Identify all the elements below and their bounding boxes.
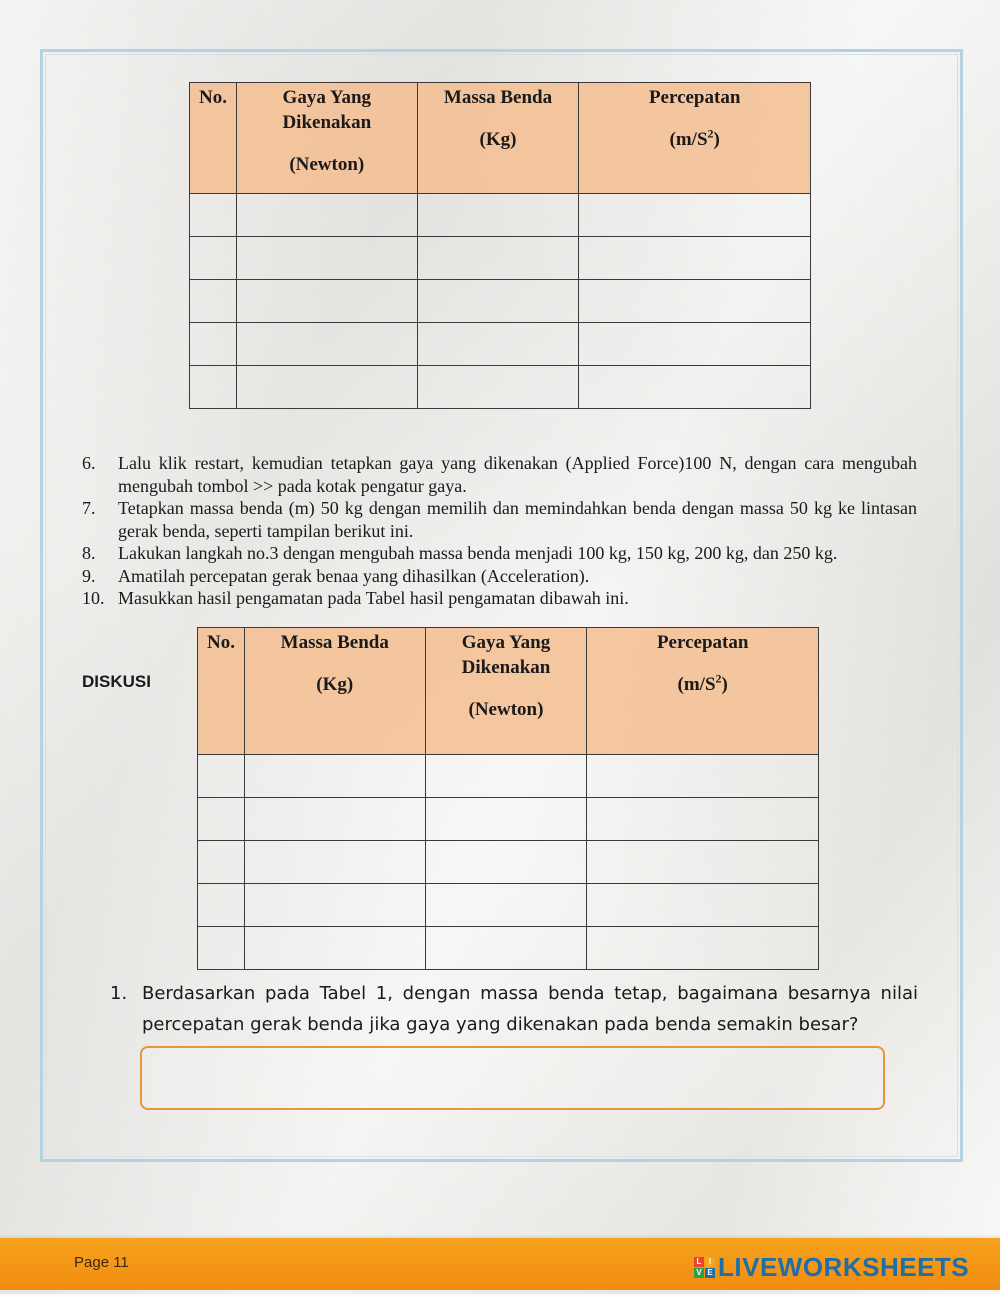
- logo-letter: V: [694, 1268, 704, 1278]
- step-item: 6. Lalu klik restart, kemudian tetapkan gaya yang dikenakan (Applied Force)100 N, dengan cara mengubah mengubah tombol >> pada kotak pengatur gaya.: [82, 453, 917, 496]
- table-cell-input[interactable]: [244, 841, 425, 884]
- header-massa: Massa Benda (Kg): [244, 628, 425, 755]
- table-cell-input[interactable]: [198, 755, 245, 798]
- table-row: [198, 927, 819, 970]
- table-cell-input[interactable]: [425, 884, 587, 927]
- table-cell-input[interactable]: [579, 366, 811, 409]
- table-cell-input[interactable]: [425, 927, 587, 970]
- table-row: [190, 280, 811, 323]
- step-item: 7. Tetapkan massa benda (m) 50 kg dengan memilih dan memindahkan benda dengan massa 50 kg ke lintasan gerak benda, seperti tampilan berikut ini.: [82, 498, 917, 541]
- header-no: No.: [190, 83, 237, 194]
- table-cell-input[interactable]: [417, 366, 579, 409]
- observation-table-2: [197, 627, 819, 970]
- table-cell-input[interactable]: [417, 194, 579, 237]
- header-percepatan: Percepatan $(m/S^2)$: [587, 628, 819, 755]
- table-cell-input[interactable]: [198, 798, 245, 841]
- header-percepatan: Percepatan $(m/S^2)$: [579, 83, 811, 194]
- table-cell-input[interactable]: [198, 841, 245, 884]
- liveworksheets-logo: [694, 1252, 969, 1283]
- table-cell-input[interactable]: [198, 884, 245, 927]
- table-row: [190, 366, 811, 409]
- logo-letter: I: [705, 1257, 715, 1267]
- table-row: [190, 237, 811, 280]
- section-label-diskusi: DISKUSI: [82, 672, 151, 691]
- table-cell-input[interactable]: [587, 927, 819, 970]
- observation-table-1: [189, 82, 811, 409]
- table-cell-input[interactable]: [236, 237, 417, 280]
- discussion-question: 1. Berdasarkan pada Tabel 1, dengan massa benda tetap, bagaimana besarnya nilai percepatan gerak benda jika gaya yang dikenakan pada benda semakin besar?: [110, 983, 918, 1035]
- logo-icon: [694, 1257, 715, 1278]
- table-cell-input[interactable]: [587, 841, 819, 884]
- table-cell-input[interactable]: [190, 237, 237, 280]
- page-number: Page 11: [74, 1254, 129, 1271]
- table-cell-input[interactable]: [244, 927, 425, 970]
- answer-input[interactable]: [140, 1046, 885, 1110]
- table-cell-input[interactable]: [579, 280, 811, 323]
- table-cell-input[interactable]: [244, 798, 425, 841]
- header-gaya: Gaya Yang Dikenakan (Newton): [236, 83, 417, 194]
- table-cell-input[interactable]: [587, 798, 819, 841]
- table-header-row: [198, 628, 819, 755]
- table-row: [190, 323, 811, 366]
- table-cell-input[interactable]: [417, 280, 579, 323]
- logo-letter: E: [705, 1268, 715, 1278]
- table-header-row: [190, 83, 811, 194]
- step-item: 9. Amatilah percepatan gerak benaa yang dihasilkan (Acceleration).: [82, 565, 590, 586]
- table-cell-input[interactable]: [579, 194, 811, 237]
- table-cell-input[interactable]: [579, 323, 811, 366]
- table-row: [198, 841, 819, 884]
- logo-letter: L: [694, 1257, 704, 1267]
- table-cell-input[interactable]: [579, 237, 811, 280]
- table-cell-input[interactable]: [244, 755, 425, 798]
- table-cell-input[interactable]: [587, 755, 819, 798]
- table-cell-input[interactable]: [244, 884, 425, 927]
- table-cell-input[interactable]: [425, 798, 587, 841]
- table-cell-input[interactable]: [425, 841, 587, 884]
- table-cell-input[interactable]: [236, 194, 417, 237]
- table-cell-input[interactable]: [190, 323, 237, 366]
- table-cell-input[interactable]: [236, 280, 417, 323]
- header-no: No.: [198, 628, 245, 755]
- step-item: 10. Masukkan hasil pengamatan pada Tabel hasil pengamatan dibawah ini.: [82, 588, 629, 608]
- table-cell-input[interactable]: [236, 323, 417, 366]
- logo-text: LIVEWORKSHEETS: [718, 1252, 970, 1282]
- table-cell-input[interactable]: [417, 323, 579, 366]
- table-cell-input[interactable]: [236, 366, 417, 409]
- table-cell-input[interactable]: [587, 884, 819, 927]
- table-cell-input[interactable]: [190, 280, 237, 323]
- table-cell-input[interactable]: [425, 755, 587, 798]
- table-row: [198, 798, 819, 841]
- table-row: [190, 194, 811, 237]
- table-cell-input[interactable]: [190, 366, 237, 409]
- instruction-steps: [82, 452, 917, 610]
- header-gaya: Gaya Yang Dikenakan (Newton): [425, 628, 587, 755]
- table-cell-input[interactable]: [198, 927, 245, 970]
- table-cell-input[interactable]: [190, 194, 237, 237]
- header-massa: Massa Benda (Kg): [417, 83, 579, 194]
- table-row: [198, 884, 819, 927]
- table-cell-input[interactable]: [417, 237, 579, 280]
- step-item: 8. Lakukan langkah no.3 dengan mengubah massa benda menjadi 100 kg, 150 kg, 200 kg, dan 250 kg.: [82, 543, 838, 563]
- table-row: [198, 755, 819, 798]
